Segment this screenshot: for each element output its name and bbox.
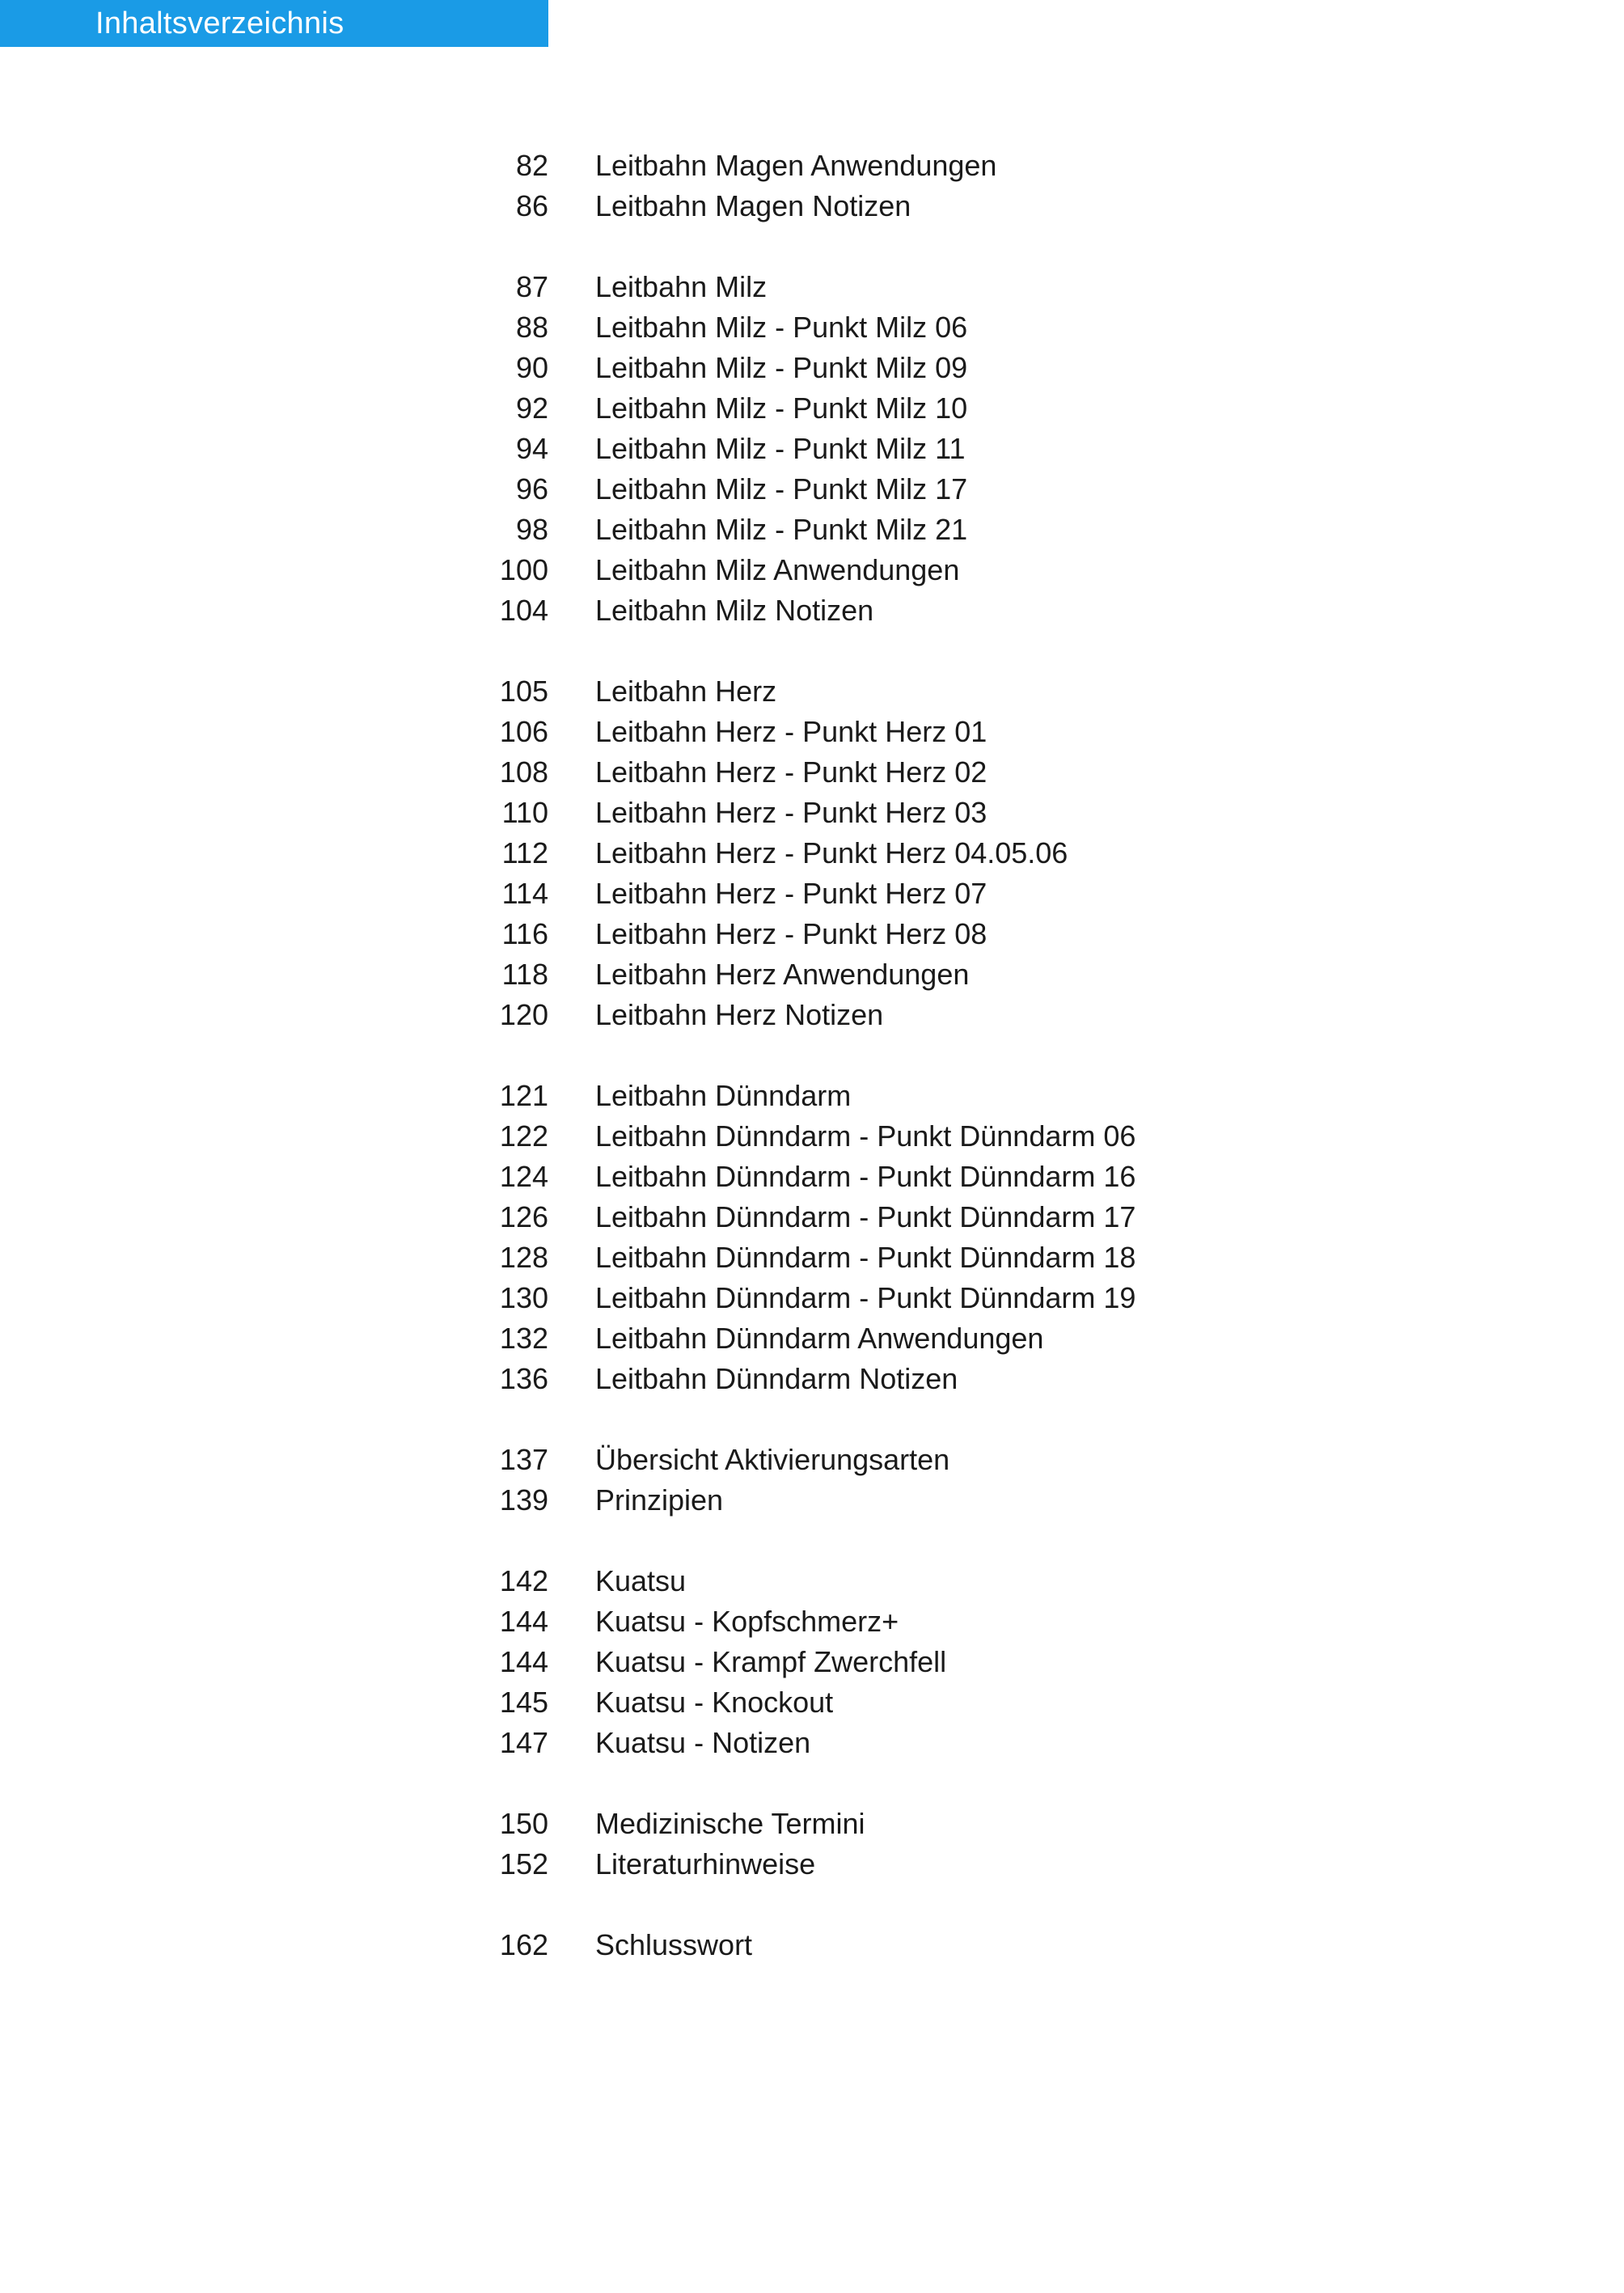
- toc-entry-title: Medizinische Termini: [595, 1807, 865, 1840]
- toc-page-number: 96: [515, 472, 548, 506]
- toc-page-number: 136: [499, 1362, 548, 1395]
- toc-entry[interactable]: [485, 348, 1375, 388]
- toc-entry-title: Leitbahn Dünndarm - Punkt Dünndarm 19: [595, 1281, 1136, 1314]
- toc-entry[interactable]: [485, 146, 1375, 186]
- toc-entry-title: Leitbahn Magen Anwendungen: [595, 149, 997, 182]
- toc-entry-title: Kuatsu: [595, 1564, 687, 1597]
- toc-page-number: 162: [499, 1928, 548, 1961]
- toc-entry-title: Leitbahn Herz - Punkt Herz 03: [595, 796, 988, 829]
- toc-entry-title: Leitbahn Milz - Punkt Milz 10: [595, 391, 968, 425]
- toc-page-number: 139: [499, 1483, 548, 1517]
- toc-page-number: 145: [499, 1686, 548, 1719]
- toc-entry[interactable]: [485, 1682, 1375, 1723]
- toc-entry-title: Leitbahn Dünndarm - Punkt Dünndarm 18: [595, 1241, 1136, 1274]
- toc-group: [485, 1925, 1375, 1965]
- toc-page-number: 92: [515, 391, 548, 425]
- toc-entry-title: Leitbahn Dünndarm - Punkt Dünndarm 06: [595, 1119, 1136, 1153]
- toc-page-number: 112: [501, 836, 548, 869]
- toc-group: [485, 146, 1375, 226]
- toc-page-number: 122: [499, 1119, 548, 1153]
- toc-page-number: 94: [515, 432, 548, 465]
- toc-page-number: 150: [499, 1807, 548, 1840]
- toc-page-number: 130: [499, 1281, 548, 1314]
- toc-page-number: 110: [501, 796, 548, 829]
- toc-page-number: 124: [499, 1160, 548, 1193]
- toc-entry-title: Leitbahn Dünndarm Anwendungen: [595, 1322, 1044, 1355]
- toc-page-number: 104: [499, 594, 548, 627]
- toc-page-number: 147: [499, 1726, 548, 1759]
- toc-entry[interactable]: [485, 510, 1375, 550]
- toc-page-number: 126: [499, 1200, 548, 1233]
- toc-entry[interactable]: [485, 1844, 1375, 1885]
- toc-page-number: 108: [499, 755, 548, 789]
- toc-page-number: 121: [499, 1079, 548, 1112]
- toc-page-number: 105: [499, 675, 548, 708]
- toc-page-number: 132: [499, 1322, 548, 1355]
- toc-entry-title: Leitbahn Herz Anwendungen: [595, 958, 970, 991]
- toc-page-number: 114: [501, 877, 548, 910]
- toc-entry[interactable]: [485, 388, 1375, 429]
- toc-entry[interactable]: [485, 1237, 1375, 1278]
- toc-entry[interactable]: [485, 1440, 1375, 1480]
- toc-entry-title: Literaturhinweise: [595, 1847, 816, 1881]
- toc-entry[interactable]: [485, 1804, 1375, 1844]
- toc-entry[interactable]: [485, 1076, 1375, 1116]
- page-title: Inhaltsverzeichnis: [95, 6, 345, 40]
- toc-entry-title: Leitbahn Milz Anwendungen: [595, 553, 960, 586]
- toc-entry[interactable]: [485, 1601, 1375, 1642]
- toc-entry[interactable]: [485, 914, 1375, 954]
- toc-entry[interactable]: [485, 874, 1375, 914]
- toc-page-number: 100: [499, 553, 548, 586]
- toc-entry[interactable]: [485, 1925, 1375, 1965]
- toc-entry-title: Leitbahn Milz Notizen: [595, 594, 874, 627]
- toc-entry-title: Leitbahn Dünndarm: [595, 1079, 852, 1112]
- toc-entry[interactable]: [485, 954, 1375, 995]
- toc-page-number: 142: [499, 1564, 548, 1597]
- toc-entry-title: Leitbahn Herz - Punkt Herz 01: [595, 715, 988, 748]
- toc-page-number: 82: [515, 149, 548, 182]
- toc-entry[interactable]: [485, 1318, 1375, 1359]
- toc-entry-title: Kuatsu - Knockout: [595, 1686, 834, 1719]
- toc-entry-title: Leitbahn Milz - Punkt Milz 11: [595, 432, 966, 465]
- toc-entry-title: Übersicht Aktivierungsarten: [595, 1443, 950, 1476]
- table-of-contents: [485, 146, 1375, 2006]
- toc-entry[interactable]: [485, 469, 1375, 510]
- toc-group: [485, 1804, 1375, 1885]
- toc-entry[interactable]: [485, 1116, 1375, 1157]
- toc-entry[interactable]: [485, 833, 1375, 874]
- toc-entry-title: Leitbahn Herz: [595, 675, 777, 708]
- toc-page-number: 128: [499, 1241, 548, 1274]
- toc-page-number: 86: [515, 189, 548, 222]
- toc-entry[interactable]: [485, 429, 1375, 469]
- toc-page-number: 144: [499, 1645, 548, 1678]
- toc-entry[interactable]: [485, 1480, 1375, 1521]
- toc-entry-title: Leitbahn Magen Notizen: [595, 189, 911, 222]
- toc-page-number: 120: [499, 998, 548, 1031]
- toc-entry-title: Leitbahn Dünndarm - Punkt Dünndarm 17: [595, 1200, 1136, 1233]
- toc-page-number: 144: [499, 1605, 548, 1638]
- toc-page-number: 116: [501, 917, 548, 950]
- toc-group: [485, 1440, 1375, 1521]
- toc-page-number: 87: [515, 270, 548, 303]
- toc-entry[interactable]: [485, 712, 1375, 752]
- toc-entry[interactable]: [485, 1359, 1375, 1399]
- toc-entry[interactable]: [485, 671, 1375, 712]
- toc-page-number: 152: [499, 1847, 548, 1881]
- toc-entry-title: Kuatsu - Krampf Zwerchfell: [595, 1645, 947, 1678]
- toc-entry[interactable]: [485, 1723, 1375, 1763]
- toc-entry-title: Leitbahn Milz: [595, 270, 768, 303]
- toc-group: [485, 1076, 1375, 1399]
- toc-entry[interactable]: [485, 1157, 1375, 1197]
- toc-entry-title: Prinzipien: [595, 1483, 724, 1517]
- header-bar: [0, 0, 548, 47]
- toc-group: [485, 1561, 1375, 1763]
- toc-entry-title: Leitbahn Milz - Punkt Milz 17: [595, 472, 968, 506]
- toc-entry-title: Leitbahn Herz - Punkt Herz 02: [595, 755, 988, 789]
- toc-entry-title: Leitbahn Milz - Punkt Milz 09: [595, 351, 968, 384]
- toc-entry[interactable]: [485, 752, 1375, 793]
- toc-entry-title: Leitbahn Milz - Punkt Milz 21: [595, 513, 968, 546]
- toc-entry[interactable]: [485, 1561, 1375, 1601]
- toc-page-number: 137: [499, 1443, 548, 1476]
- toc-entry[interactable]: [485, 307, 1375, 348]
- toc-entry[interactable]: [485, 1642, 1375, 1682]
- toc-entry[interactable]: [485, 267, 1375, 307]
- toc-group: [485, 267, 1375, 631]
- toc-entry[interactable]: [485, 186, 1375, 226]
- toc-page-number: 106: [499, 715, 548, 748]
- toc-entry-title: Leitbahn Herz - Punkt Herz 04.05.06: [595, 836, 1068, 869]
- toc-entry-title: Leitbahn Herz Notizen: [595, 998, 884, 1031]
- toc-entry[interactable]: [485, 793, 1375, 833]
- toc-entry-title: Leitbahn Dünndarm - Punkt Dünndarm 16: [595, 1160, 1136, 1193]
- toc-entry[interactable]: [485, 1278, 1375, 1318]
- toc-entry[interactable]: [485, 550, 1375, 590]
- toc-page-number: 90: [515, 351, 548, 384]
- toc-entry[interactable]: [485, 590, 1375, 631]
- toc-entry-title: Schlusswort: [595, 1928, 753, 1961]
- toc-entry[interactable]: [485, 1197, 1375, 1237]
- toc-group: [485, 671, 1375, 1035]
- toc-entry[interactable]: [485, 995, 1375, 1035]
- toc-entry-title: Leitbahn Herz - Punkt Herz 07: [595, 877, 988, 910]
- toc-entry-title: Kuatsu - Notizen: [595, 1726, 811, 1759]
- toc-page-number: 88: [515, 311, 548, 344]
- toc-page-number: 118: [501, 958, 548, 991]
- toc-entry-title: Leitbahn Milz - Punkt Milz 06: [595, 311, 968, 344]
- toc-entry-title: Leitbahn Herz - Punkt Herz 08: [595, 917, 988, 950]
- toc-page-number: 98: [515, 513, 548, 546]
- toc-entry-title: Kuatsu - Kopfschmerz+: [595, 1605, 899, 1638]
- toc-entry-title: Leitbahn Dünndarm Notizen: [595, 1362, 958, 1395]
